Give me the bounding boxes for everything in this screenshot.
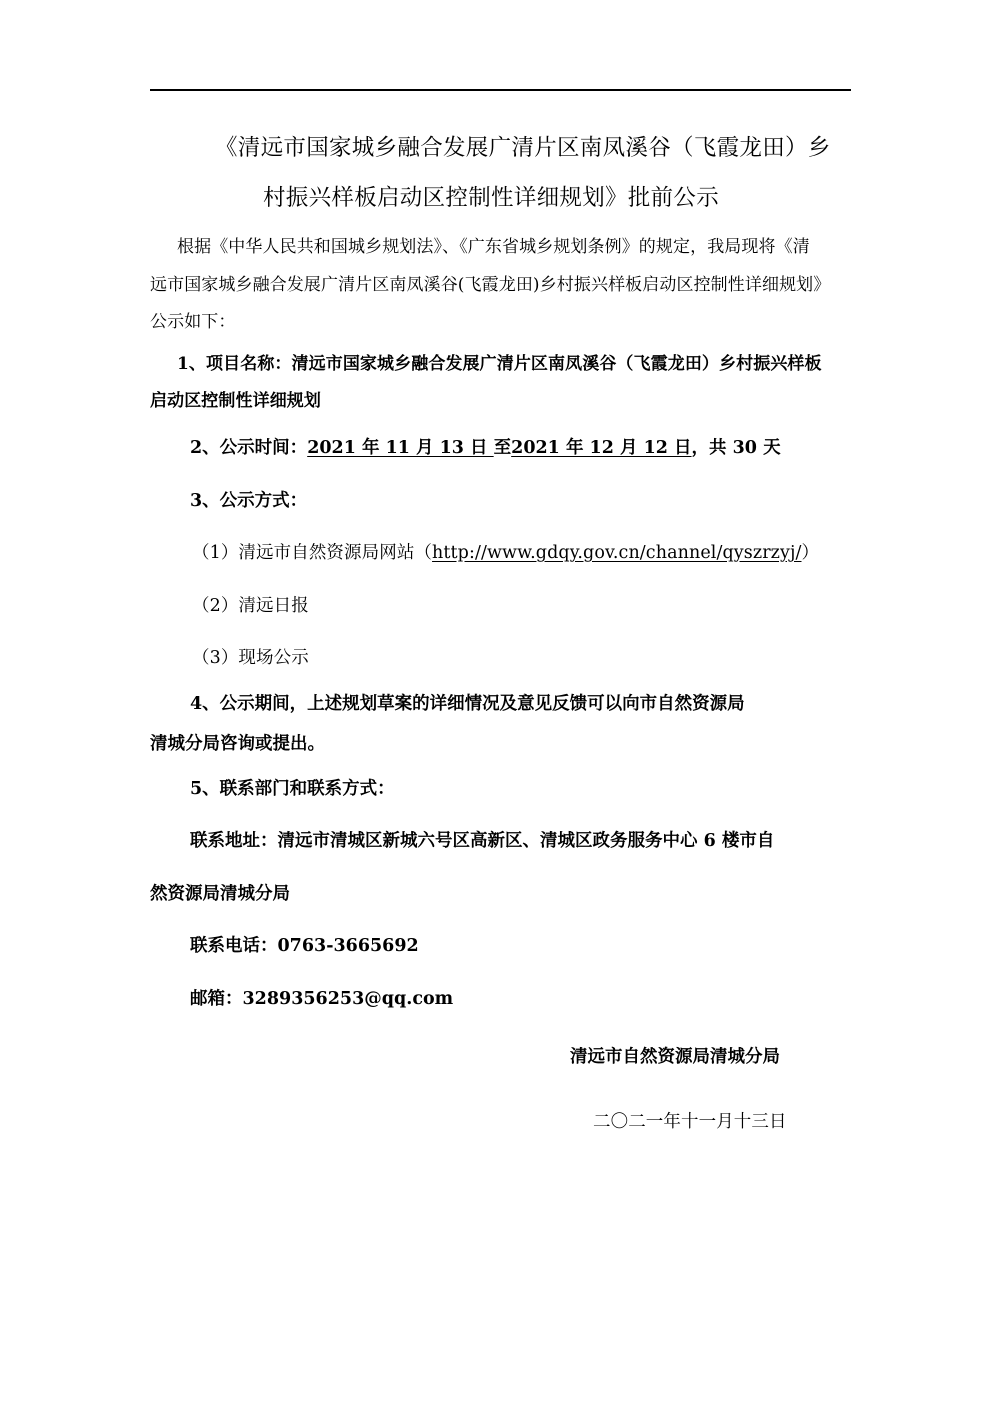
item2-end-date: 2021 年 12 月 12 日 xyxy=(511,438,692,458)
item3-heading: 3、公示方式： xyxy=(190,491,308,511)
item2-prefix: 2、公示时间： xyxy=(190,438,308,458)
item2-to: 至 xyxy=(493,438,512,458)
item1-line2: 启动区控制性详细规划 xyxy=(150,391,321,411)
item4-line2: 清城分局咨询或提出。 xyxy=(150,734,325,754)
notice-title-line1: 《清远市国家城乡融合发展广清片区南凤溪谷（飞霞龙田）乡 xyxy=(215,135,831,161)
intro-line2: 远市国家城乡融合发展广清片区南凤溪谷(飞霞龙田)乡村振兴样板启动区控制性详细规划》 xyxy=(150,275,831,295)
contact-address-line1: 联系地址：清远市清城区新城六号区高新区、清城区政务服务中心 6 楼市自 xyxy=(190,831,775,851)
header-rule xyxy=(150,89,851,91)
website-link[interactable]: http://www.gdqy.gov.cn/channel/qyszrzyj/ xyxy=(432,543,802,563)
contact-email: 邮箱：3289356253@qq.com xyxy=(190,989,454,1009)
item1-line1: 1、项目名称：清远市国家城乡融合发展广清片区南凤溪谷（飞霞龙田）乡村振兴样板 xyxy=(177,354,822,374)
signature-date: 二〇二一年十一月十三日 xyxy=(593,1112,787,1132)
intro-line1: 根据《中华人民共和国城乡规划法》、《广东省城乡规划条例》的规定，我局现将《清 xyxy=(177,237,810,257)
notice-title-line2: 村振兴样板启动区控制性详细规划》批前公示 xyxy=(263,185,720,211)
way1-suffix: ） xyxy=(801,543,820,563)
contact-phone: 联系电话：0763-3665692 xyxy=(190,936,419,956)
item2-start-date: 2021 年 11 月 13 日 xyxy=(307,438,494,458)
item2-publicity-time xyxy=(190,440,781,458)
item3-way3: （3）现场公示 xyxy=(192,648,309,668)
item3-way1 xyxy=(192,545,819,563)
item3-way2: （2）清远日报 xyxy=(192,596,309,616)
item5-heading: 5、联系部门和联系方式： xyxy=(190,779,395,799)
item2-suffix: ，共 30 天 xyxy=(691,438,781,458)
signature-org: 清远市自然资源局清城分局 xyxy=(570,1047,780,1067)
intro-line3: 公示如下： xyxy=(150,312,236,332)
item4-line1: 4、公示期间，上述规划草案的详细情况及意见反馈可以向市自然资源局 xyxy=(190,694,745,714)
way1-prefix: （1）清远市自然资源局网站（ xyxy=(192,543,433,563)
contact-address-line2: 然资源局清城分局 xyxy=(150,884,290,904)
